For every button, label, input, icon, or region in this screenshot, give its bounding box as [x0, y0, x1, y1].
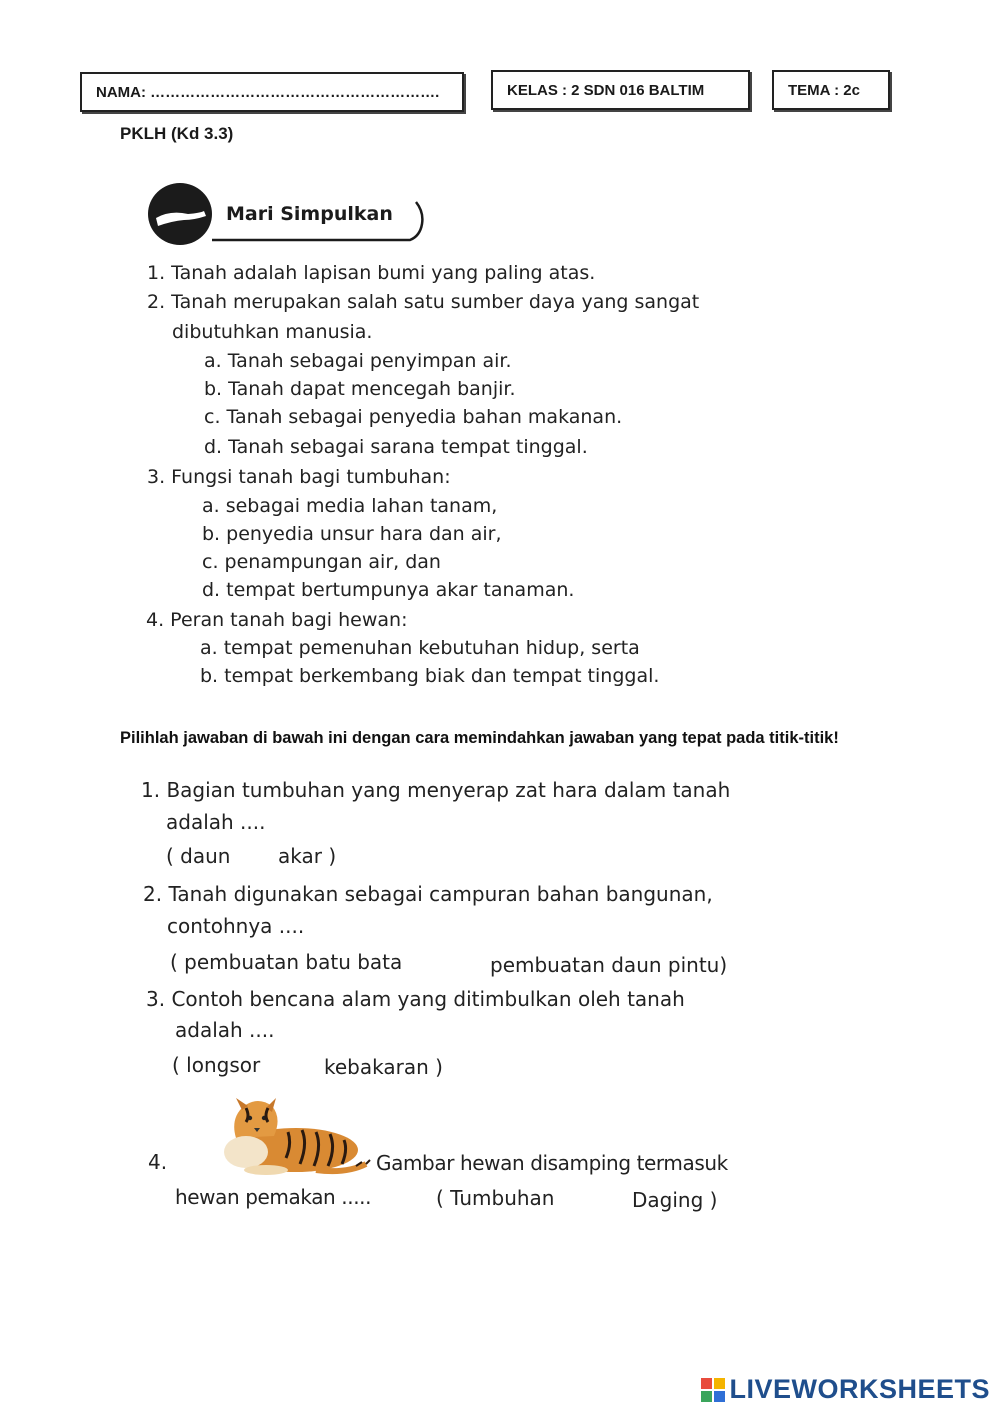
summary-line: d. Tanah sebagai sarana tempat tinggal.: [204, 436, 588, 458]
question-4-option-a[interactable]: ( Tumbuhan: [436, 1186, 555, 1210]
question-2-option-a[interactable]: ( pembuatan batu bata: [170, 950, 403, 974]
question-4-number: 4.: [148, 1150, 168, 1174]
question-1-option-b[interactable]: akar ): [278, 844, 337, 868]
class-label: KELAS : 2 SDN 016 BALTIM: [507, 81, 705, 99]
question-3-line2: adalah ....: [175, 1018, 275, 1042]
logo-text: LIVEWORKSHEETS: [729, 1374, 990, 1404]
question-1-option-a[interactable]: ( daun: [166, 844, 231, 868]
tiger-illustration: [196, 1088, 376, 1178]
summary-line: a. tempat pemenuhan kebutuhan hidup, serta: [200, 637, 640, 659]
summary-line: 3. Fungsi tanah bagi tumbuhan:: [147, 466, 451, 488]
summary-banner: [148, 180, 438, 250]
logo-square: [701, 1391, 712, 1402]
question-2-line1: 2. Tanah digunakan sebagai campuran bahan bangunan,: [143, 882, 713, 906]
question-4-line1: Gambar hewan disamping termasuk: [376, 1151, 728, 1175]
question-2-line2: contohnya ....: [167, 914, 305, 938]
logo-square: [714, 1378, 725, 1389]
question-3-line1: 3. Contoh bencana alam yang ditimbulkan oleh tanah: [146, 987, 685, 1011]
summary-line: 1. Tanah adalah lapisan bumi yang paling atas.: [147, 262, 596, 284]
name-label: NAMA: ………………………………………………….: [96, 83, 440, 101]
question-1-line1: 1. Bagian tumbuhan yang menyerap zat hara dalam tanah: [141, 778, 731, 802]
summary-line: c. penampungan air, dan: [202, 551, 441, 573]
summary-line: 4. Peran tanah bagi hewan:: [146, 609, 408, 631]
instruction-text: Pilihlah jawaban di bawah ini dengan cara memindahkan jawaban yang tepat pada titik-titik!: [120, 729, 839, 747]
logo-square: [714, 1391, 725, 1402]
question-3-option-b[interactable]: kebakaran ): [324, 1055, 443, 1079]
summary-line: b. penyedia unsur hara dan air,: [202, 523, 502, 545]
theme-box: [772, 70, 890, 110]
theme-label: TEMA : 2c: [788, 81, 860, 99]
summary-line: a. Tanah sebagai penyimpan air.: [204, 350, 512, 372]
class-box: [491, 70, 750, 110]
name-field-box: [80, 72, 464, 112]
logo-grid-icon: [701, 1378, 725, 1402]
summary-line: d. tempat bertumpunya akar tanaman.: [202, 579, 575, 601]
summary-line: dibutuhkan manusia.: [172, 321, 373, 343]
summary-line: a. sebagai media lahan tanam,: [202, 495, 498, 517]
question-4-option-b[interactable]: Daging ): [632, 1188, 718, 1212]
logo-square: [701, 1378, 712, 1389]
summary-line: 2. Tanah merupakan salah satu sumber daya yang sangat: [147, 291, 700, 313]
liveworksheets-logo: [701, 1374, 990, 1405]
subject-label: PKLH (Kd 3.3): [120, 124, 234, 143]
summary-line: b. tempat berkembang biak dan tempat tinggal.: [200, 665, 660, 687]
summary-line: c. Tanah sebagai penyedia bahan makanan.: [204, 406, 623, 428]
question-1-line2: adalah ....: [166, 810, 266, 834]
question-3-option-a[interactable]: ( longsor: [172, 1053, 261, 1077]
summary-line: b. Tanah dapat mencegah banjir.: [204, 378, 516, 400]
question-4-line2: hewan pemakan .....: [175, 1185, 372, 1209]
question-2-option-b[interactable]: pembuatan daun pintu): [490, 953, 728, 977]
banner-title: Mari Simpulkan: [226, 203, 393, 225]
